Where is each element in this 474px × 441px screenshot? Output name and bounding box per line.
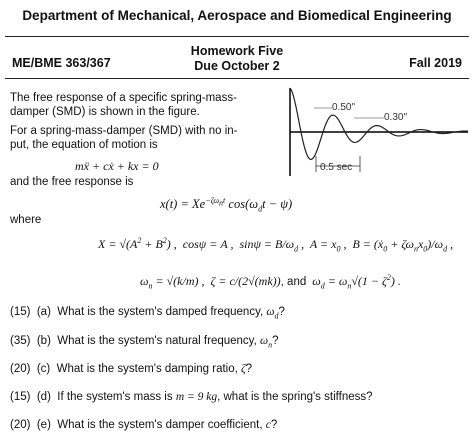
course-code: ME/BME 363/367 (12, 56, 111, 70)
decay-curve (290, 88, 468, 159)
intro-line-1: The free response of a specific spring-mass- (10, 92, 237, 104)
intro-paragraph (10, 92, 237, 119)
due-date: Due October 2 (194, 59, 280, 73)
header-bottom-rule (5, 78, 469, 79)
smd-paragraph (10, 125, 238, 152)
equation-of-motion: mẍ + cẋ + kx = 0 (75, 159, 159, 173)
definitions-line-1: $X = √(A^2 + B^2)$ , cosψ = A , $\sin\psi = B/\omega_d$ , $A = x_0$ , B = (ẋ$_0$ + $\zeta\omega_nx_0)/\omega_d$ , (98, 236, 454, 254)
free-response-intro: and the free response is (10, 176, 134, 188)
assignment-title: Homework Five (190, 44, 284, 58)
department-title: Department of Mechanical, Aerospace and Biomedical Engineering (22, 8, 452, 23)
question-a: (15) (a) What is the system's damped frequency, $\omega_d$? (10, 306, 285, 321)
header-top-rule (5, 36, 469, 37)
question-d: (15) (d) If the system's mass is m = 9 kg, what is the spring's stiffness? (10, 391, 373, 403)
smd-line-2: put, the equation of motion is (10, 138, 158, 151)
smd-line-1: For a spring-mass-damper (SMD) with no in- (10, 125, 238, 137)
assignment-block (160, 44, 314, 74)
free-response-figure (282, 86, 470, 178)
question-b: (35) (b) What is the system's natural frequency, $\omega_n$? (10, 335, 279, 350)
where-label: where (10, 214, 42, 226)
period-label: 0.5 sec (320, 162, 353, 173)
peak1-label: 0.50" (332, 102, 356, 113)
term-label: Fall 2019 (409, 56, 462, 70)
definitions-line-2: $\omega_n = √(k/m)$ , ζ = c/(2√(mk)), and $\omega_d = \omega_n√(1 - \zeta^2)$ . (140, 273, 401, 291)
intro-line-2: damper (SMD) is shown in the figure. (10, 105, 200, 118)
question-c: (20) (c) What is the system's damping ratio, ζ? (10, 363, 253, 375)
free-response-equation: $x(t) = Xe^{-\zeta\omega_nt}$ $\cos(\omega_dt - \psi)$ (160, 196, 293, 214)
question-e: (20) (e) What is the system's damper coefficient, c? (10, 419, 278, 431)
peak2-label: 0.30" (384, 112, 408, 123)
